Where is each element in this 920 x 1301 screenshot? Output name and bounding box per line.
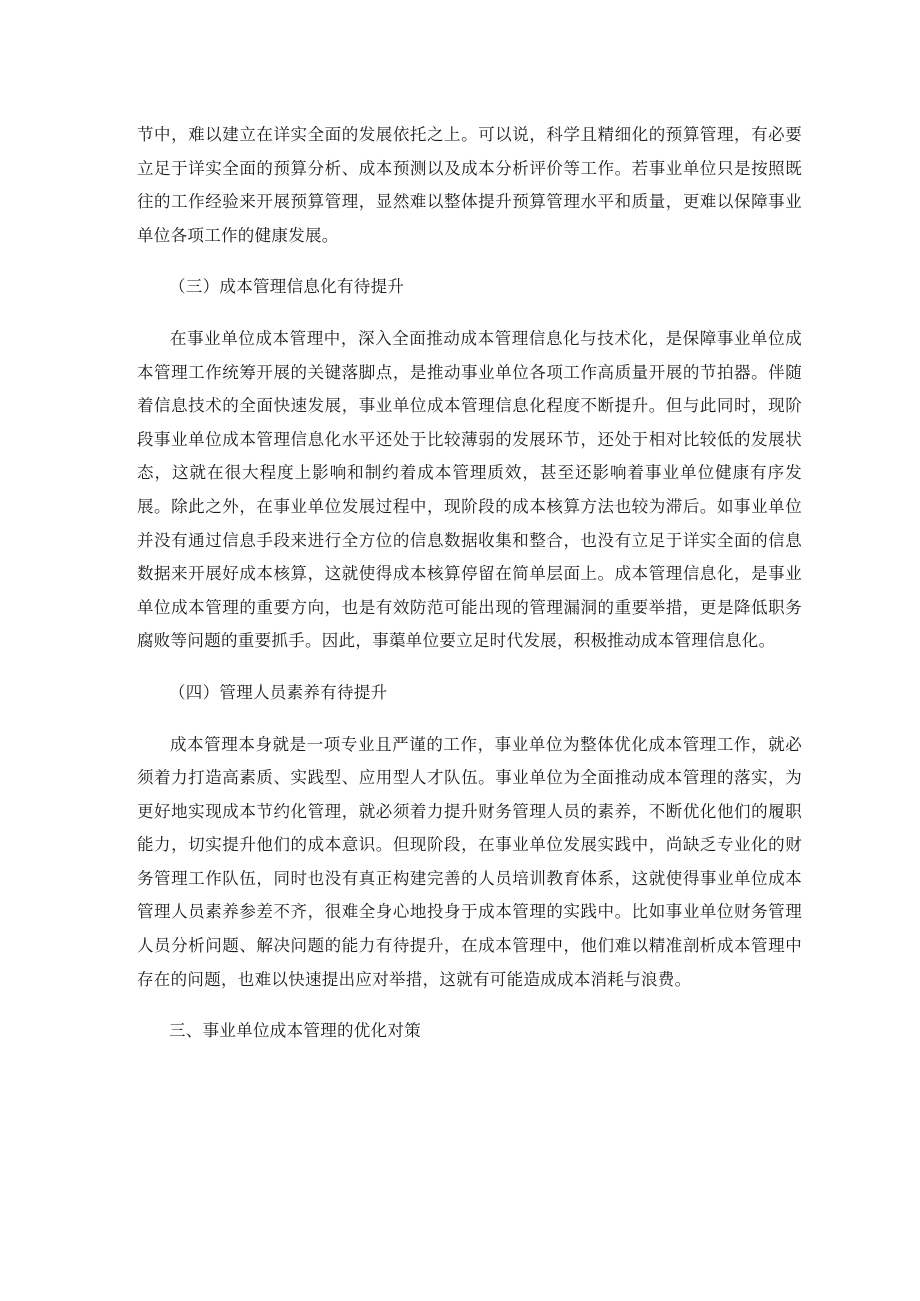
- paragraph-cost-informatization: 在事业单位成本管理中，深入全面推动成本管理信息化与技术化，是保障事业单位成本管理工作统筹开展的关键落脚点，是推动事业单位各项工作高质量开展的节拍器。伴随着信息技术的全面快速发展，事业单位成本管理信息化程度不断提升。但与此同时，现阶段事业单位成本管理信息化水平还处于比较薄弱的发展环节，还处于相对比较低的发展状态，这就在很大程度上影响和制约着成本管理质效，甚至还影响着事业单位健康有序发展。除此之外，在事业单位发展过程中，现阶段的成本核算方法也较为滞后。如事业单位并没有通过信息手段来进行全方位的信息数据收集和整合，也没有立足于详实全面的信息数据来开展好成本核算，这就使得成本核算停留在简单层面上。成本管理信息化，是事业单位成本管理的重要方向，也是有效防范可能出现的管理漏洞的重要举措，更是降低职务腐败等问题的重要抓手。因此，事蕖单位要立足时代发展，积极推动成本管理信息化。: [137, 328, 802, 651]
- paragraph-staff-quality: 成本管理本身就是一项专业且严谨的工作，事业单位为整体优化成本管理工作，就必须着力打造高素质、实践型、应用型人才队伍。事业单位为全面推动成本管理的落实，为更好地实现成本节约化管理，就必须着力提升财务管理人员的素养，不断优化他们的履职能力，切实提升他们的成本意识。但现阶段，在事业单位发展实践中，尚缺乏专业化的财务管理工作队伍，同时也没有真正构建完善的人员培训教育体系，这就使得事业单位成本管理人员素养参差不齐，很难全身心地投身于成本管理的实践中。比如事业单位财务管理人员分析问题、解决问题的能力有待提升，在成本管理中，他们难以精准剖析成本管理中存在的问题，也难以快速提出应对举措，这就有可能造成成本消耗与浪费。: [137, 734, 802, 989]
- paragraph-budget-continuation: 节中，难以建立在详实全面的发展依托之上。可以说，科学且精细化的预算管理，有必要立足于详实全面的预算分析、成本预测以及成本分析评价等工作。若事业单位只是按照既往的工作经验来开展预算管理，显然难以整体提升预算管理水平和质量，更难以保障事业单位各项工作的健康发展。: [137, 125, 802, 245]
- document-body: [137, 118, 802, 1048]
- section-heading-optimization-measures: 三、事业单位成本管理的优化对策: [169, 1021, 421, 1041]
- subheading-staff-quality: （四）管理人员素养有待提升: [169, 682, 388, 702]
- subheading-cost-informatization: （三）成本管理信息化有待提升: [169, 277, 405, 297]
